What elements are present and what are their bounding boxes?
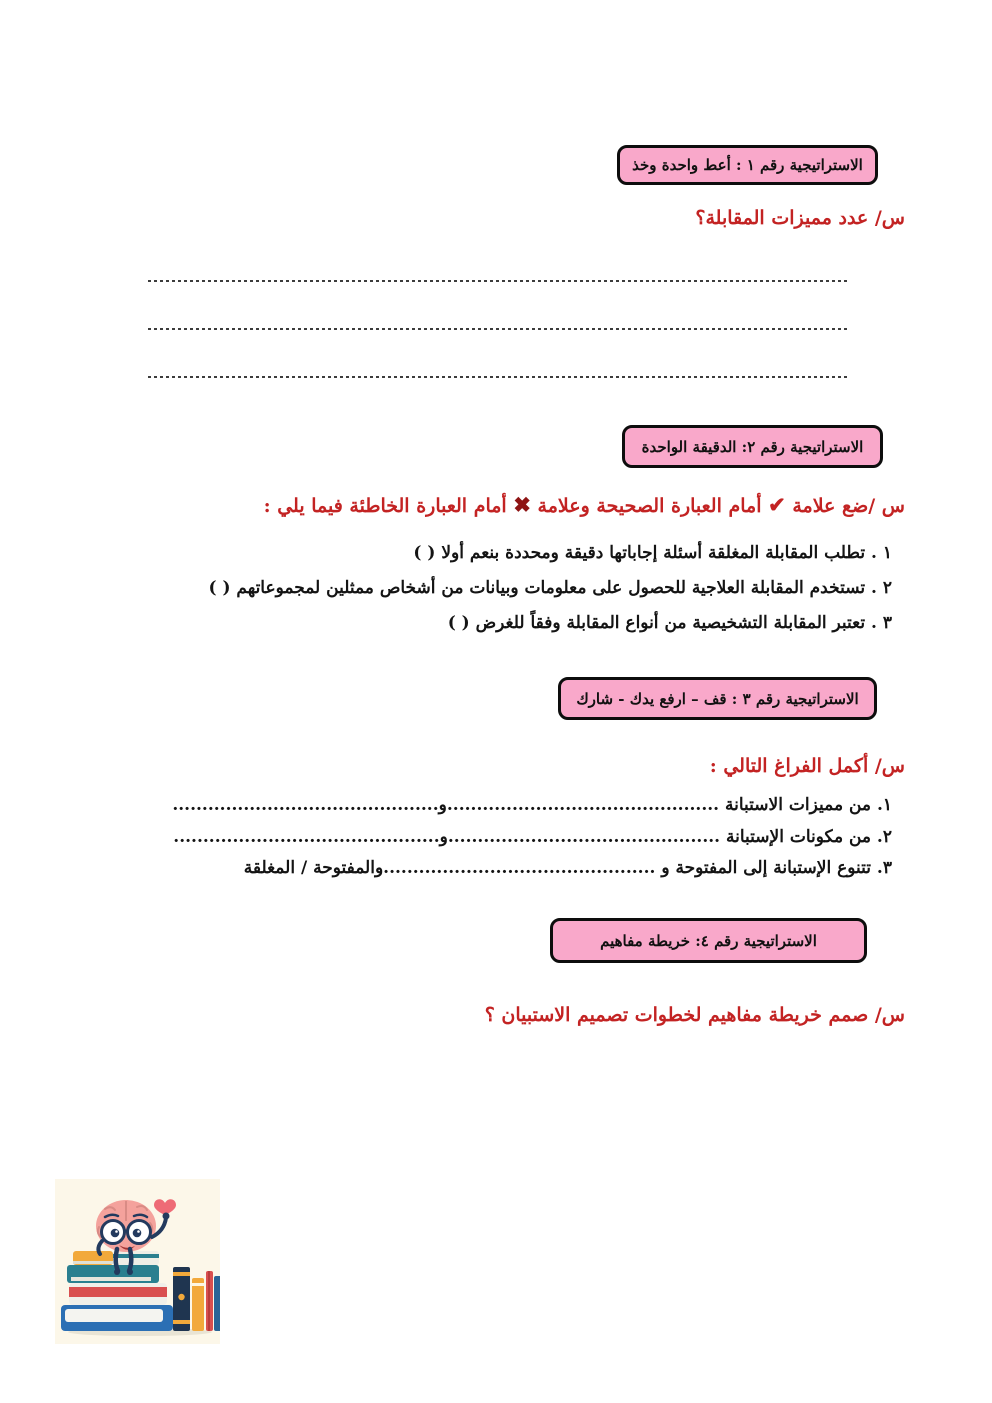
fill-item-1: ١. من مميزات الاستبانة ..............................................و............................................. <box>172 795 892 815</box>
answer-line-1 <box>148 280 848 282</box>
strategy-banner-1: الاستراتيجية رقم ١ : أعط واحدة وخذ <box>617 145 878 185</box>
strategy-banner-4: الاستراتيجية رقم ٤: خريطة مفاهيم <box>550 918 867 963</box>
question-fill-blanks: س/ أكمل الفراغ التالي : <box>709 755 905 777</box>
fill-item-2: ٢. من مكونات الإستبانة ..............................................و............................................. <box>173 827 892 847</box>
question-true-false <box>264 492 905 517</box>
tf-item-2: ٢ . تستخدم المقابلة العلاجية للحصول على معلومات وبيانات من أشخاص ممثلين لمجموعاتهم ( ) <box>208 578 892 598</box>
brain-books-svg <box>55 1179 220 1344</box>
question-concept-map: س/ صمم خريطة مفاهيم لخطوات تصميم الاستبيان ؟ <box>484 1004 905 1026</box>
check-icon: ✔ <box>768 492 786 517</box>
cross-icon: ✖ <box>513 492 531 517</box>
fill-item-3: ٣. تتنوع الإستبانة إلى المفتوحة و ..............................................والمفتوحة / المغلقة <box>243 858 892 878</box>
q2-suffix: أمام العبارة الخاطئة فيما يلي : <box>263 495 514 517</box>
q2-prefix: س /ضع علامة <box>785 495 905 517</box>
tf-item-1: ١ . تطلب المقابلة المغلقة أسئلة إجاباتها دقيقة ومحددة بنعم أولا ( ) <box>413 543 892 563</box>
answer-line-2 <box>148 328 848 330</box>
brain-books-illustration <box>55 1179 220 1344</box>
tf-item-3: ٣ . تعتبر المقابلة التشخيصية من أنواع المقابلة وفقاً للغرض ( ) <box>447 613 892 633</box>
strategy-banner-3: الاستراتيجية رقم ٣ : قف – ارفع يدك - شارك <box>558 677 877 720</box>
q2-middle: أمام العبارة الصحيحة وعلامة <box>530 495 769 517</box>
strategy-banner-2: الاستراتيجية رقم ٢: الدقيقة الواحدة <box>622 425 883 468</box>
answer-line-3 <box>148 376 848 378</box>
question-interview-features: س/ عدد مميزات المقابلة؟ <box>695 207 905 229</box>
